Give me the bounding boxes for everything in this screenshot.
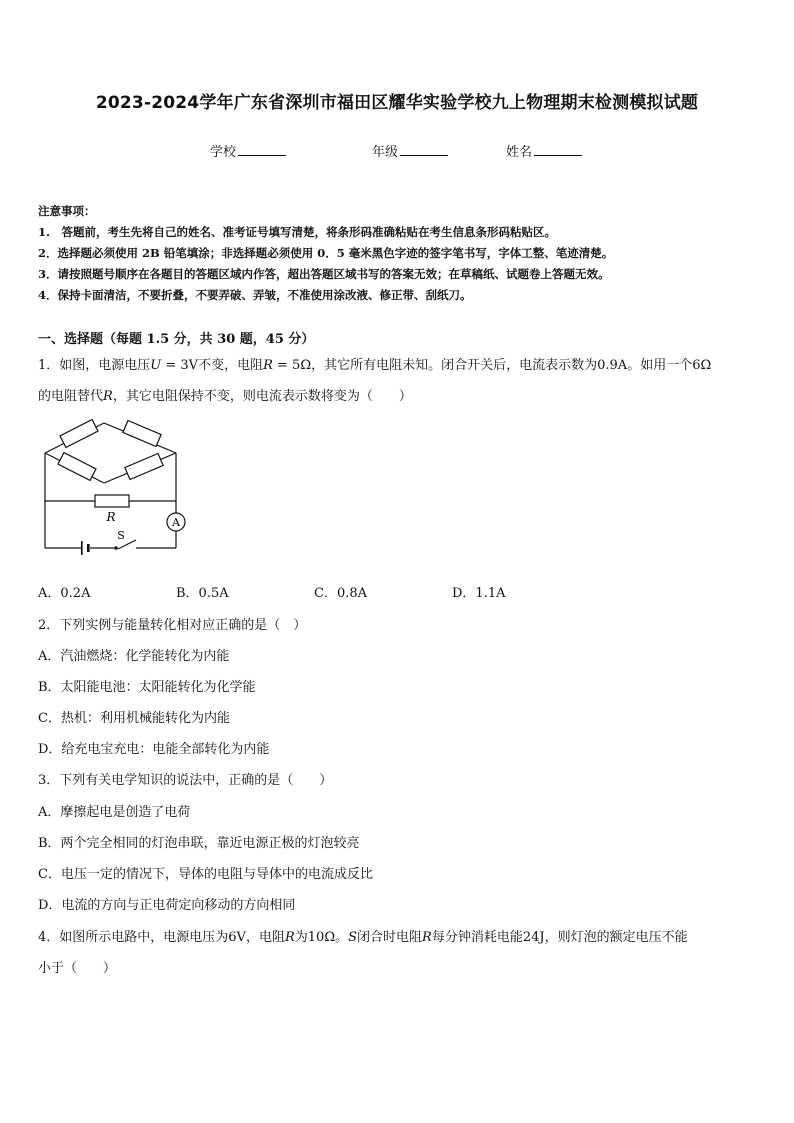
question-2-option-a[interactable]: A．汽油燃烧：化学能转化为内能 <box>38 649 230 664</box>
question-1-stem-line2: 的电阻替代R，其它电阻保持不变，则电流表示数将变为（ ） <box>38 389 412 404</box>
question-3-stem: 3．下列有关电学知识的说法中，正确的是（ ） <box>38 773 333 788</box>
question-4-stem-line2: 小于（ ） <box>38 961 117 976</box>
notice-item: 1. 答题前，考生先将自己的姓名、准考证号填写清楚，将条形码准确粘贴在考生信息条形码粘贴区。 <box>38 225 556 239</box>
battery-long-plate <box>81 541 83 555</box>
notice-item: 3．请按照题号顺序在各题目的答题区域内作答，超出答题区域书写的答案无效；在草稿纸、试题卷上答题无效。 <box>38 267 610 281</box>
section-heading: 一、选择题（每题 1.5 分，共 30 题，45 分） <box>38 332 315 347</box>
switch-pivot <box>114 546 118 550</box>
name-label: 姓名 <box>506 145 533 160</box>
notice-item: 2．选择题必须使用 2B 铅笔填涂；非选择题必须使用 0．5 毫米黑色字迹的签字笔书写，字体工整、笔迹清楚。 <box>38 246 614 260</box>
question-2-option-c[interactable]: C．热机：利用机械能转化为内能 <box>38 711 230 726</box>
notice-heading: 注意事项： <box>38 204 96 218</box>
question-1-option-a[interactable]: A．0.2A <box>38 586 91 601</box>
question-2-option-d[interactable]: D．给充电宝充电：电能全部转化为内能 <box>38 742 270 757</box>
page-title: 2023-2024学年广东省深圳市福田区耀华实验学校九上物理期末检测模拟试题 <box>95 93 699 113</box>
name-field[interactable] <box>506 141 582 160</box>
question-4-stem-line1: 4．如图所示电路中，电源电压为6V，电阻R为10Ω。S闭合时电阻R每分钟消耗电能24J，则灯泡的额定电压不能 <box>38 930 688 945</box>
question-1-option-c[interactable]: C．0.8A <box>314 586 368 601</box>
question-1-stem-line1: 1．如图，电源电压U = 3V不变，电阻R = 5Ω，其它所有电阻未知。闭合开关后，电流表示数为0.9A。如用一个6Ω <box>38 358 712 373</box>
grade-label: 年级 <box>372 145 399 160</box>
question-3-option-d[interactable]: D．电流的方向与正电荷定向移动的方向相同 <box>38 898 296 913</box>
question-3-option-b[interactable]: B．两个完全相同的灯泡串联，靠近电源正极的灯泡较亮 <box>38 836 360 851</box>
question-3-option-a[interactable]: A．摩擦起电是创造了电荷 <box>38 805 191 820</box>
notice-item: 4．保持卡面清洁，不要折叠，不要弄破、弄皱，不准使用涂改液、修正带、刮纸刀。 <box>38 288 472 302</box>
battery-short-plate <box>87 544 90 552</box>
question-2-option-b[interactable]: B．太阳能电池：太阳能转化为化学能 <box>38 680 256 695</box>
question-3-option-c[interactable]: C．电压一定的情况下，导体的电阻与导体中的电流成反比 <box>38 867 373 882</box>
question-1-option-b[interactable]: B．0.5A <box>176 586 229 601</box>
school-field[interactable] <box>210 141 286 160</box>
grade-field[interactable] <box>372 141 448 160</box>
resistor-r-label: R <box>106 510 116 524</box>
ammeter-label: A <box>172 516 180 529</box>
question-1-circuit-diagram <box>38 415 188 555</box>
question-2-stem: 2．下列实例与能量转化相对应正确的是（ ） <box>38 618 307 633</box>
school-blank[interactable] <box>238 143 286 156</box>
name-blank[interactable] <box>534 143 582 156</box>
school-label: 学校 <box>210 145 237 160</box>
question-1-option-d[interactable]: D．1.1A <box>452 586 506 601</box>
switch-label: S <box>117 529 125 542</box>
grade-blank[interactable] <box>400 143 448 156</box>
